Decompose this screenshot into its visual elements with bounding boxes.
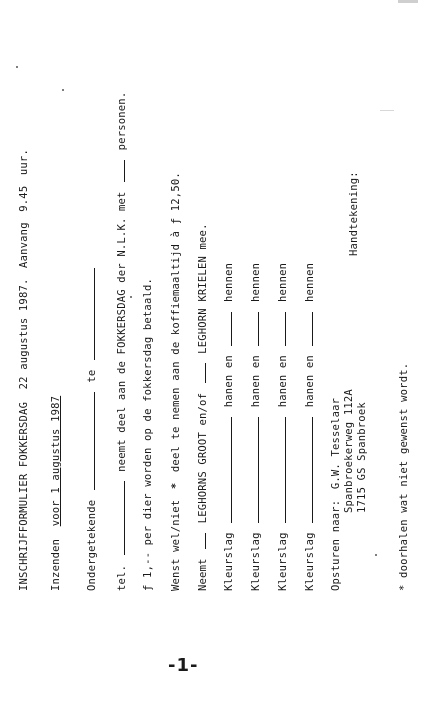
lunch-footnote-marker: * bbox=[170, 482, 182, 490]
participation-line bbox=[115, 92, 128, 591]
lunch-line bbox=[170, 172, 182, 591]
hens-count-field[interactable] bbox=[222, 312, 232, 346]
colour-field[interactable] bbox=[303, 417, 313, 523]
footnote: * doorhalen wat niet gewenst wordt. bbox=[398, 362, 410, 591]
hens-label: hennen bbox=[277, 262, 289, 302]
hens-label: hennen bbox=[250, 262, 262, 302]
tel-field[interactable] bbox=[115, 481, 125, 555]
signature-label: Handtekening: bbox=[348, 171, 360, 256]
hens-count-field[interactable] bbox=[276, 312, 286, 346]
deadline-line bbox=[50, 396, 62, 591]
scan-speck bbox=[130, 296, 132, 298]
bantam-count-field[interactable] bbox=[196, 363, 206, 383]
scan-speck bbox=[375, 554, 377, 556]
persons-label: personen. bbox=[116, 91, 128, 151]
form-title: INSCHRIJFFORMULIER FOKKERSDAG bbox=[18, 401, 30, 591]
entry-row bbox=[303, 263, 316, 591]
hens-label: hennen bbox=[304, 262, 316, 302]
lunch-prefix: Wenst wel/niet bbox=[170, 499, 182, 591]
signature-area[interactable] bbox=[378, 136, 379, 256]
scan-edge-mark bbox=[380, 110, 394, 111]
fee-line bbox=[142, 278, 154, 591]
hens-count-field[interactable] bbox=[303, 312, 313, 346]
send-to-label: Opsturen naar: bbox=[330, 499, 342, 591]
entry-row bbox=[276, 263, 289, 591]
lunch-text: deel te nemen aan de koffiemaaltijd à ƒ 12,50. bbox=[170, 172, 182, 473]
page-number: -1- bbox=[168, 655, 199, 676]
persons-count-field[interactable] bbox=[115, 160, 125, 182]
cocks-label: hanen en bbox=[250, 355, 262, 408]
scan-speck bbox=[16, 66, 18, 68]
takes-label: Neemt bbox=[197, 558, 209, 591]
entry-label: Kleurslag bbox=[277, 532, 289, 591]
start-label: Aanvang bbox=[18, 222, 30, 268]
bantam-breed-label: LEGHORN KRIELEN mee. bbox=[197, 223, 209, 354]
large-breed-label: LEGHORNS GROOT en/of bbox=[197, 392, 209, 524]
scan-speck bbox=[62, 89, 64, 91]
address-street: Spanbroekerweg 112A bbox=[343, 389, 355, 513]
colour-field[interactable] bbox=[276, 417, 286, 523]
deadline-prefix: Inzenden bbox=[50, 538, 62, 591]
scan-edge-mark bbox=[398, 0, 418, 3]
start-time: 9.45 bbox=[18, 185, 30, 212]
deadline-date: voor 1 augustus 1987 bbox=[50, 395, 62, 527]
hens-label: hennen bbox=[223, 262, 235, 302]
address-postcode-city: 1715 GS Spanbroek bbox=[356, 402, 368, 513]
place-label: te bbox=[86, 369, 98, 383]
breeds-line bbox=[196, 223, 209, 591]
undersigned-label: Ondergetekende bbox=[86, 499, 98, 591]
cocks-label: hanen en bbox=[277, 355, 289, 408]
form-title-line bbox=[18, 149, 30, 591]
event-date: 22 augustus 1987. bbox=[18, 278, 30, 390]
colour-field[interactable] bbox=[222, 417, 232, 523]
colour-field[interactable] bbox=[249, 417, 259, 523]
address-send-to-line bbox=[330, 398, 342, 591]
fee-text: ƒ 1,-- per dier worden op de fokkersdag betaald. bbox=[142, 277, 154, 591]
address-name: G.W. Tesselaar bbox=[330, 397, 342, 490]
large-count-field[interactable] bbox=[196, 533, 206, 549]
hens-count-field[interactable] bbox=[249, 312, 259, 346]
undersigned-line bbox=[85, 265, 98, 591]
tel-label: tel. bbox=[116, 564, 128, 591]
entry-label: Kleurslag bbox=[304, 532, 316, 591]
undersigned-name-field[interactable] bbox=[85, 392, 95, 490]
entry-row bbox=[222, 263, 235, 591]
place-field[interactable] bbox=[85, 268, 95, 360]
participation-text: neemt deel aan de FOKKERSDAG der N.L.K. met bbox=[116, 191, 128, 472]
entry-label: Kleurslag bbox=[223, 532, 235, 591]
entry-label: Kleurslag bbox=[250, 532, 262, 591]
cocks-label: hanen en bbox=[223, 355, 235, 408]
entry-row bbox=[249, 263, 262, 591]
cocks-label: hanen en bbox=[304, 355, 316, 408]
start-unit: uur. bbox=[18, 149, 30, 176]
